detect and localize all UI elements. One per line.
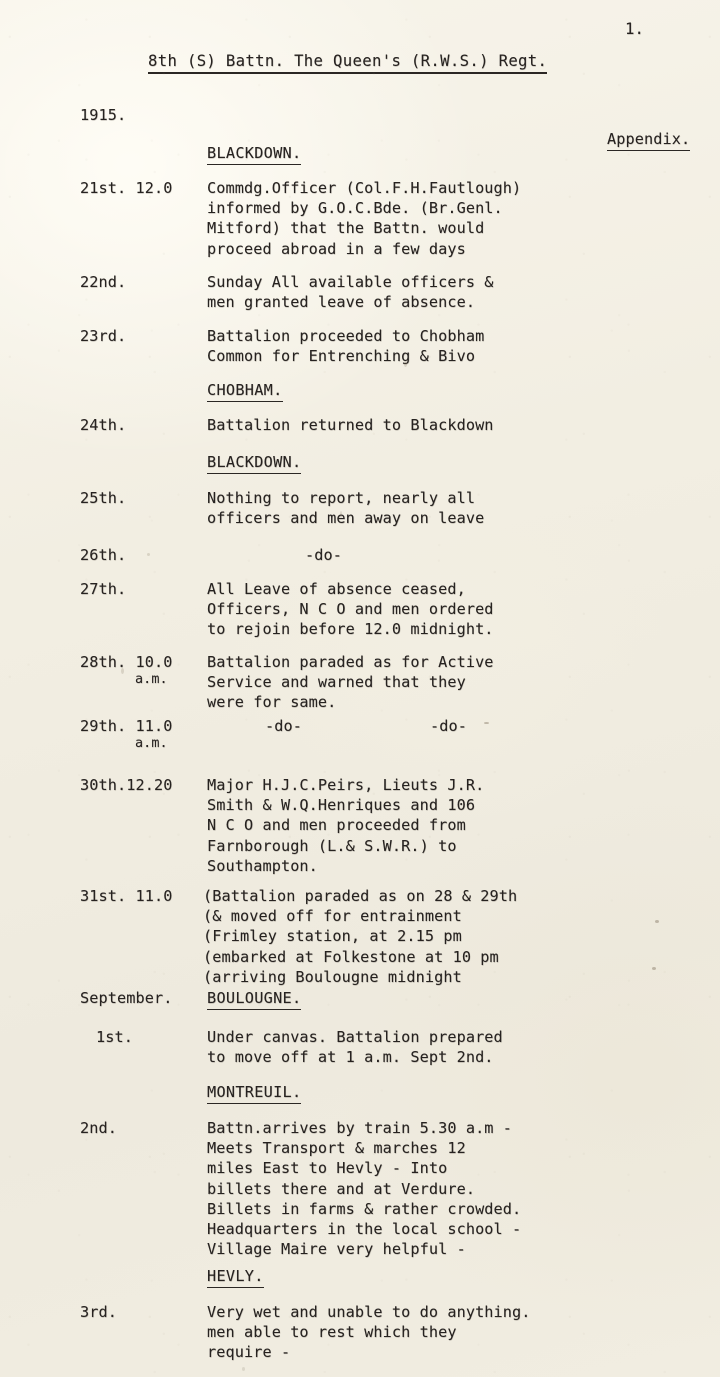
- paper-speck: [484, 722, 489, 724]
- entry-22nd-line: men granted leave of absence.: [207, 293, 476, 312]
- entry-3rd-line: require -: [207, 1343, 291, 1362]
- heading-chobham-text: CHOBHAM.: [207, 380, 283, 402]
- entry-1st-line: to move off at 1 a.m. Sept 2nd.: [207, 1048, 494, 1067]
- heading-blackdown-2: [207, 452, 301, 474]
- entry-31st-line: (embarked at Folkestone at 10 pm: [203, 947, 499, 966]
- entry-31st-date: 31st. 11.0: [80, 887, 173, 905]
- entry-23rd-date: 23rd.: [80, 327, 127, 345]
- entry-25th-line: officers and men away on leave: [207, 509, 485, 528]
- entry-2nd-line: Village Maire very helpful -: [207, 1240, 466, 1259]
- page-number: 1.: [625, 20, 644, 38]
- appendix-label-text: Appendix.: [607, 129, 690, 151]
- appendix-label: [607, 129, 690, 151]
- entry-23rd-line: Common for Entrenching & Bivo: [207, 347, 476, 366]
- entry-2nd-line: Meets Transport & marches 12: [207, 1139, 466, 1158]
- entry-1st-line: Under canvas. Battalion prepared: [207, 1028, 503, 1046]
- entry-26th-date: 26th.: [80, 546, 127, 564]
- entry-29th-ditto-right: -do-: [430, 717, 467, 735]
- heading-montreuil-text: MONTREUIL.: [207, 1082, 301, 1104]
- heading-hevly: [207, 1266, 264, 1288]
- document-title: [148, 51, 547, 74]
- entry-3rd-date: 3rd.: [80, 1303, 117, 1321]
- entry-21st-line: Mitford) that the Battn. would: [207, 219, 485, 238]
- entry-26th-body: [305, 545, 342, 565]
- entry-21st-body: [207, 178, 521, 259]
- entry-28th-body: [207, 652, 494, 713]
- entry-1st-date: 1st.: [96, 1028, 133, 1046]
- entry-24th-date: 24th.: [80, 416, 127, 434]
- entry-30th-line: Southampton.: [207, 856, 318, 875]
- heading-boulougne-text: BOULOUGNE.: [207, 988, 301, 1010]
- entry-27th-line: All Leave of absence ceased,: [207, 580, 466, 598]
- entry-2nd-line: miles East to Hevly - Into: [207, 1159, 448, 1178]
- entry-21st-date: 21st. 12.0: [80, 179, 173, 197]
- entry-2nd-line: billets there and at Verdure.: [207, 1179, 476, 1198]
- entry-3rd-line: Very wet and unable to do anything.: [207, 1303, 531, 1321]
- entry-25th-date: 25th.: [80, 489, 127, 507]
- entry-1st-body: [207, 1027, 503, 1067]
- year-label: 1915.: [80, 106, 127, 124]
- entry-25th-body: [207, 488, 484, 528]
- entry-22nd-date: 22nd.: [80, 273, 127, 291]
- entry-3rd-line: men able to rest which they: [207, 1323, 457, 1342]
- entry-29th-line: -do-: [265, 717, 302, 735]
- entry-28th-line: Service and warned that they: [207, 673, 466, 692]
- heading-blackdown-2-text: BLACKDOWN.: [207, 452, 301, 474]
- entry-27th-date: 27th.: [80, 580, 127, 598]
- paper-speck: [655, 920, 659, 923]
- entry-31st-body: [203, 886, 517, 987]
- entry-28th-line: were for same.: [207, 693, 337, 712]
- entry-31st-line: (& moved off for entrainment: [203, 907, 462, 926]
- entry-27th-body: [207, 579, 494, 640]
- entry-23rd-line: Battalion proceeded to Chobham: [207, 327, 485, 345]
- entry-29th-body: [265, 716, 302, 736]
- heading-hevly-text: HEVLY.: [207, 1266, 264, 1288]
- entry-30th-line: Farnborough (L.& S.W.R.) to: [207, 836, 457, 855]
- entry-2nd-line: Billets in farms & rather crowded.: [207, 1199, 522, 1218]
- entry-2nd-line: Battn.arrives by train 5.30 a.m -: [207, 1119, 513, 1137]
- entry-30th-line: N C O and men proceeded from: [207, 816, 466, 835]
- entry-24th-body: [207, 415, 494, 435]
- entry-24th-line: Battalion returned to Blackdown: [207, 416, 494, 434]
- heading-chobham: [207, 380, 283, 402]
- entry-31st-line: (Frimley station, at 2.15 pm: [203, 927, 462, 946]
- entry-26th-line: -do-: [305, 546, 342, 564]
- entry-3rd-body: [207, 1302, 531, 1363]
- paper-speck: [652, 967, 656, 970]
- entry-30th-line: Smith & W.Q.Henriques and 106: [207, 796, 476, 815]
- entry-31st-line: (arriving Boulougne midnight: [203, 967, 462, 986]
- heading-boulougne-date: September.: [80, 989, 173, 1007]
- entry-30th-line: Major H.J.C.Peirs, Lieuts J.R.: [207, 776, 485, 794]
- paper-speck: [242, 1367, 245, 1371]
- entry-21st-line: proceed abroad in a few days: [207, 239, 466, 258]
- entry-28th-line: Battalion paraded as for Active: [207, 653, 494, 671]
- entry-23rd-body: [207, 326, 484, 366]
- entry-2nd-date: 2nd.: [80, 1119, 117, 1137]
- paper-speck: [147, 553, 150, 556]
- entry-21st-line: informed by G.O.C.Bde. (Br.Genl.: [207, 199, 503, 218]
- entry-22nd-body: [207, 272, 494, 312]
- entry-28th-date-ampm: a.m.: [135, 672, 168, 687]
- entry-2nd-body: [207, 1118, 521, 1259]
- entry-21st-line: Commdg.Officer (Col.F.H.Fautlough): [207, 179, 522, 197]
- entry-22nd-line: Sunday All available officers &: [207, 273, 494, 291]
- entry-31st-line: (Battalion paraded as on 28 & 29th: [203, 887, 518, 905]
- entry-30th-body: [207, 775, 484, 876]
- entry-29th-date: 29th. 11.0: [80, 717, 173, 735]
- entry-29th-date-ampm: a.m.: [135, 736, 168, 751]
- heading-blackdown-1-text: BLACKDOWN.: [207, 143, 301, 165]
- heading-blackdown-1: [207, 143, 301, 165]
- heading-montreuil: [207, 1082, 301, 1104]
- entry-2nd-line: Headquarters in the local school -: [207, 1220, 522, 1239]
- entry-27th-line: Officers, N C O and men ordered: [207, 600, 494, 619]
- entry-25th-line: Nothing to report, nearly all: [207, 489, 476, 507]
- document-title-text: 8th (S) Battn. The Queen's (R.W.S.) Regt.: [148, 51, 547, 74]
- entry-28th-date: 28th. 10.0: [80, 653, 173, 671]
- entry-27th-line: to rejoin before 12.0 midnight.: [207, 620, 494, 639]
- entry-30th-date: 30th.12.20: [80, 776, 173, 794]
- heading-boulougne: [207, 988, 301, 1010]
